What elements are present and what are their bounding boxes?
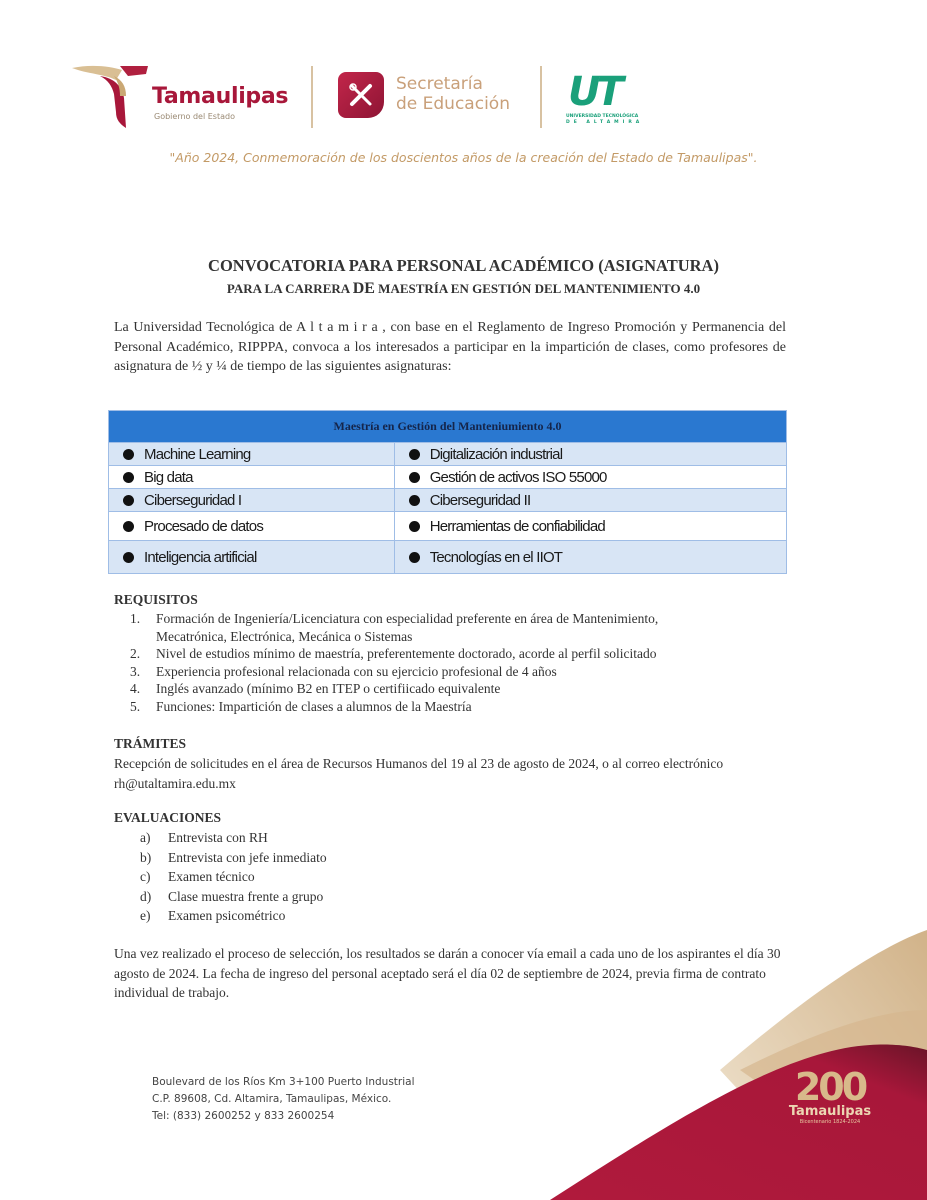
- page-subtitle: [0, 280, 927, 298]
- subtitle-part: DE: [352, 280, 375, 297]
- evaluaciones-list: [140, 828, 327, 926]
- subject-name: Herramientas de confiabilidad: [429, 517, 605, 535]
- corner-decoration: [540, 900, 927, 1200]
- subject-name: Ciberseguridad I: [144, 491, 242, 509]
- table-cell: [109, 541, 395, 574]
- evaluaciones-heading: EVALUACIONES: [114, 810, 222, 825]
- table-cell: [109, 443, 395, 466]
- tramites-heading: TRÁMITES: [114, 736, 187, 751]
- subjects-table: [108, 410, 787, 574]
- bullet-icon: [409, 521, 420, 532]
- list-number: 2.: [130, 646, 141, 661]
- secretaria-educacion-logo: [338, 72, 538, 122]
- table-cell: [394, 443, 786, 466]
- list-item: [140, 828, 327, 848]
- table-row: [109, 512, 787, 541]
- commemorative-motto: "Año 2024, Conmemoración de los doscientos años de la creación del Estado de Tamaulipas".: [169, 150, 758, 165]
- list-text: Examen técnico: [168, 869, 255, 884]
- badge-number: 200: [794, 1065, 866, 1109]
- list-number: 3.: [130, 663, 141, 679]
- bullet-icon: [123, 449, 134, 460]
- list-number: 4.: [130, 681, 141, 696]
- pencil-tools-icon: [338, 72, 384, 118]
- subtitle-part: MAESTRÍA EN GESTIÓN DEL MANTENIMIENTO 4.0: [374, 281, 701, 296]
- list-letter: d): [140, 888, 152, 904]
- list-item: [140, 867, 327, 887]
- table-cell: [109, 466, 395, 489]
- list-item: [130, 610, 790, 645]
- list-item: [130, 698, 790, 716]
- badge-subtitle: Bicentenario 1824-2024: [799, 1119, 861, 1125]
- table-cell: [394, 541, 786, 574]
- list-text: Examen psicométrico: [168, 908, 286, 923]
- table-row: [109, 466, 787, 489]
- tamaulipas-t-emblem-icon: [70, 62, 150, 130]
- ut-logo-mark: UT: [568, 69, 620, 115]
- list-letter: a): [140, 830, 151, 845]
- table-cell: [394, 512, 786, 541]
- page-title: CONVOCATORIA PARA PERSONAL ACADÉMICO (ASIGNATURA): [208, 256, 719, 275]
- subject-name: Machine Learning: [144, 445, 251, 463]
- list-number: 5.: [130, 698, 141, 714]
- sep-logo-line2: de Educación: [396, 94, 510, 114]
- subject-name: Inteligencia artificial: [144, 548, 257, 566]
- list-item: [130, 680, 790, 698]
- subject-name: Tecnologías en el IIOT: [429, 548, 563, 566]
- bullet-icon: [409, 449, 420, 460]
- list-item: [140, 887, 327, 907]
- subject-name: Ciberseguridad II: [429, 491, 531, 509]
- badge-name: Tamaulipas: [788, 1104, 872, 1119]
- subtitle-part: PARA LA CARRERA: [226, 281, 353, 296]
- ut-logo-line1: UNIVERSIDAD TECNOLÓGICA: [566, 114, 639, 119]
- ut-altamira-logo: [566, 69, 650, 125]
- subject-name: Gestión de activos ISO 55000: [429, 468, 607, 486]
- list-item: [130, 645, 790, 663]
- requisitos-list: [130, 610, 790, 715]
- footer-address: [152, 1074, 415, 1125]
- list-text: Inglés avanzado (mínimo B2 en ITEP o certifiicado equivalente: [156, 681, 501, 696]
- list-text: Experiencia profesional relacionada con su ejercicio profesional de 4 años: [156, 663, 557, 679]
- sep-logo-line1: Secretaría: [396, 74, 483, 94]
- table-row: [109, 541, 787, 574]
- list-number: 1.: [130, 611, 141, 626]
- table-cell: [109, 512, 395, 541]
- bullet-icon: [123, 472, 134, 483]
- intro-paragraph: La Universidad Tecnológica de A l t a m i r a , con base en el Reglamento de Ingreso Promoción y Permanencia del Personal Académico, RIPPPA, convoca a los interesados a participar en la impartición de clases, como profesores de asignatura de ½ y ¼ de tiempo de las siguientes asignaturas:: [114, 320, 786, 374]
- table-row: [109, 489, 787, 512]
- address-line: Tel: (833) 2600252 y 833 2600254: [152, 1110, 335, 1122]
- list-text: Entrevista con jefe inmediato: [168, 849, 327, 865]
- tramites-text: Recepción de solicitudes en el área de Recursos Humanos del 19 al 23 de agosto de 2024, o al correo electrónico rh@utaltamira.edu.mx: [114, 756, 724, 791]
- bullet-icon: [123, 552, 134, 563]
- list-letter: b): [140, 849, 152, 865]
- list-letter: e): [140, 908, 151, 923]
- list-letter: c): [140, 869, 151, 884]
- table-row: [109, 443, 787, 466]
- bullet-icon: [123, 495, 134, 506]
- tamaulipas-logo-name: Tamaulipas: [152, 84, 289, 109]
- header-divider: [311, 66, 313, 128]
- requisitos-heading: REQUISITOS: [114, 592, 198, 607]
- closing-paragraph: Una vez realizado el proceso de selección, los resultados se darán a conocer vía email a cada uno de los aspirantes el día 30 agosto de 2024. La fecha de ingreso del personal aceptado será el día 02 de septiembre de 2024, previa firma de contrato individual de trabajo.: [114, 946, 781, 1000]
- bullet-icon: [409, 552, 420, 563]
- ut-logo-line2: DE ALTAMIRA: [566, 120, 644, 125]
- bullet-icon: [123, 521, 134, 532]
- subject-name: Big data: [144, 468, 193, 486]
- subject-name: Digitalización industrial: [429, 445, 563, 463]
- table-header: Maestría en Gestión del Manteniumiento 4.0: [109, 411, 787, 443]
- list-text: Clase muestra frente a grupo: [168, 888, 324, 904]
- bullet-icon: [409, 472, 420, 483]
- table-cell: [394, 489, 786, 512]
- bullet-icon: [409, 495, 420, 506]
- list-item: [140, 848, 327, 868]
- list-item: [130, 663, 790, 681]
- list-text: Nivel de estudios mínimo de maestría, preferentemente doctorado, acorde al perfil solicitado: [156, 646, 657, 661]
- list-item: [140, 906, 327, 926]
- address-line: Boulevard de los Ríos Km 3+100 Puerto Industrial: [152, 1076, 415, 1088]
- list-text: Entrevista con RH: [168, 830, 268, 845]
- list-text: Formación de Ingeniería/Licenciatura con especialidad preferente en área de Mantenimiento, Mecatrónica, Electrónica, Mecánica o Sistemas: [156, 611, 659, 644]
- list-text: Funciones: Impartición de clases a alumnos de la Maestría: [156, 698, 472, 714]
- table-cell: [394, 466, 786, 489]
- tamaulipas-logo-subtitle: Gobierno del Estado: [154, 112, 235, 121]
- address-line: C.P. 89608, Cd. Altamira, Tamaulipas, México.: [152, 1093, 392, 1105]
- header-divider: [540, 66, 542, 128]
- subject-name: Procesado de datos: [144, 517, 264, 535]
- table-cell: [109, 489, 395, 512]
- tamaulipas-government-logo: [70, 62, 300, 132]
- bicentenario-badge: [782, 1065, 878, 1125]
